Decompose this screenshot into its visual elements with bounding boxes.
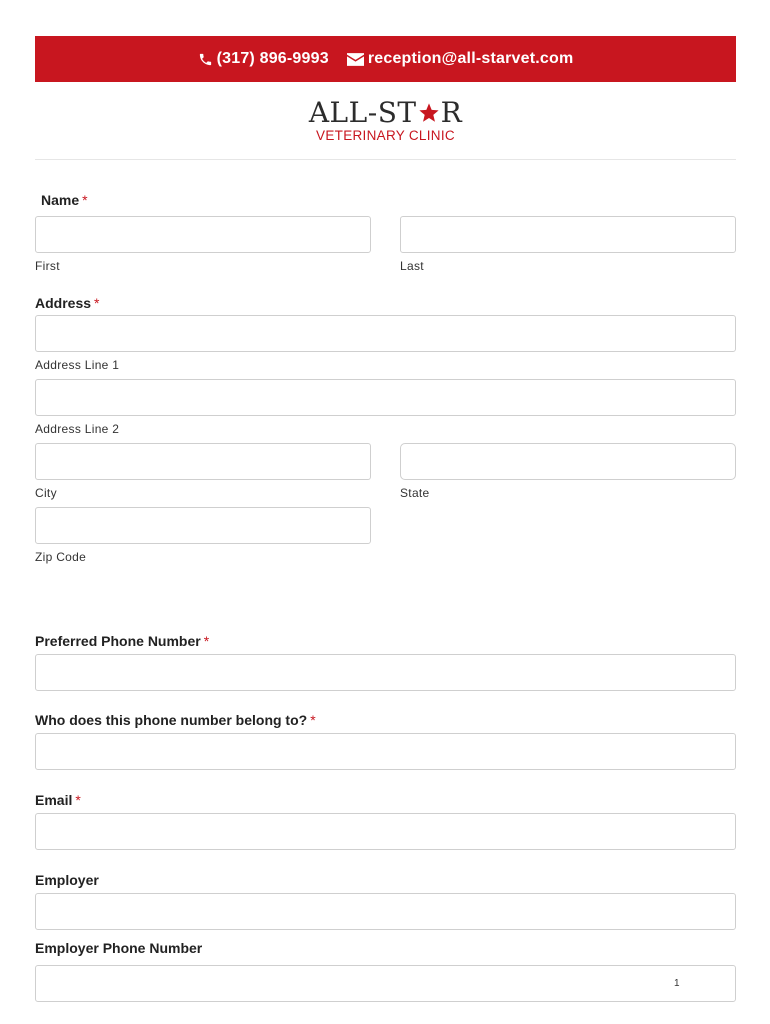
employer-phone-label xyxy=(35,940,202,956)
required-mark: * xyxy=(75,792,81,808)
email-label-text: Email xyxy=(35,792,73,808)
email-input[interactable] xyxy=(35,813,736,850)
email-address: reception@all-starvet.com xyxy=(367,50,574,67)
last-name-sublabel: Last xyxy=(400,259,424,273)
name-label-text: Name xyxy=(41,192,80,208)
phone-owner-label-text: Who does this phone number belong to? xyxy=(35,712,308,728)
address-label xyxy=(35,295,99,311)
city-input[interactable] xyxy=(35,443,371,480)
employer-input[interactable] xyxy=(35,893,736,930)
employer-label-text: Employer xyxy=(35,872,99,888)
state-sublabel: State xyxy=(400,486,430,500)
first-name-input[interactable] xyxy=(35,216,371,253)
clinic-logo xyxy=(35,82,736,160)
required-mark: * xyxy=(94,295,100,311)
employer-label xyxy=(35,872,99,888)
email-label xyxy=(35,792,81,808)
phone-icon xyxy=(198,52,213,67)
phone-owner-input[interactable] xyxy=(35,733,736,770)
address-label-text: Address xyxy=(35,295,92,311)
zip-code-input[interactable] xyxy=(35,507,371,544)
star-icon xyxy=(418,102,440,124)
phone-owner-label xyxy=(35,712,316,728)
employer-phone-input[interactable] xyxy=(35,965,736,1002)
phone-contact[interactable] xyxy=(198,50,329,68)
city-sublabel: City xyxy=(35,486,57,500)
last-name-input[interactable] xyxy=(400,216,736,253)
state-input[interactable] xyxy=(400,443,736,480)
email-contact[interactable] xyxy=(347,50,574,68)
required-mark: * xyxy=(203,633,210,649)
address-line2-sublabel: Address Line 2 xyxy=(35,422,120,436)
logo-text-part1: ALL-ST xyxy=(308,96,417,129)
required-mark: * xyxy=(310,712,316,728)
envelope-icon xyxy=(347,53,364,66)
first-name-sublabel: First xyxy=(35,259,60,273)
zip-code-sublabel: Zip Code xyxy=(35,550,87,564)
address-line1-sublabel: Address Line 1 xyxy=(35,358,120,372)
logo-subtitle: VETERINARY CLINIC xyxy=(316,128,455,143)
employer-phone-label-text: Employer Phone Number xyxy=(35,940,203,956)
contact-bar xyxy=(35,36,736,82)
logo-text-part2: R xyxy=(440,96,463,129)
page-number: 1 xyxy=(674,978,680,989)
required-mark: * xyxy=(82,192,88,208)
name-label xyxy=(41,192,88,208)
preferred-phone-input[interactable] xyxy=(35,654,736,691)
logo-wordmark xyxy=(309,98,462,128)
phone-number: (317) 896-9993 xyxy=(216,50,329,67)
preferred-phone-label-text: Preferred Phone Number xyxy=(35,633,201,649)
address-line1-input[interactable] xyxy=(35,315,736,352)
preferred-phone-label xyxy=(35,633,209,649)
address-line2-input[interactable] xyxy=(35,379,736,416)
